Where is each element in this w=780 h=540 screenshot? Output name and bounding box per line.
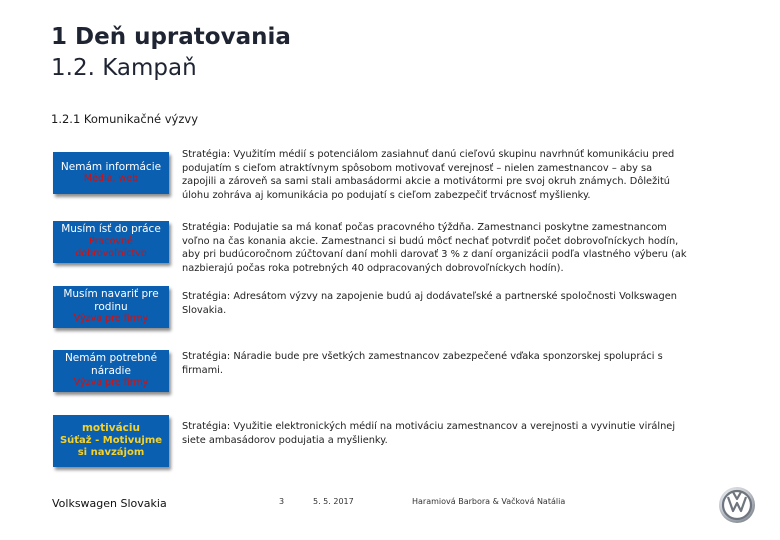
strategy-text-information: Stratégia: Využitím médií s potenciálom zasiahnuť danú cieľovú skupinu navrhnúť komunikáciu pred podujatím s cieľom atraktívnym spôsobom motivovať verejnosť – nielen zamestnancov – aby sa zapojili a zároveň sa sami stali ambasádormi akcie a motivátormi pre svoj okruh známych. Dôležitú úlohu zohráva aj komunikácia po podujatí s cieľom zabezpečiť trvácnosť myšlienky. (182, 149, 675, 201)
slide-title: 1 Deň upratovania (51, 24, 291, 50)
challenge-sublabel: Pracovné dobrovoľníctvo (75, 235, 147, 260)
vw-logo-icon (718, 486, 756, 524)
challenge-box-motivation (53, 415, 169, 467)
challenge-box-information (53, 152, 169, 194)
challenge-box-tools (53, 350, 169, 392)
strategy-text-work: Stratégia: Podujatie sa má konať počas pracovného týždňa. Zamestnanci poskytne zamestnancom voľno na čas konania akcie. Zamestnanci si budú môcť nechať potvrdiť počet dobrovoľníckych hodín, aby pri budúcoročnom zúčtovaní daní mohli darovať 3 % z daní organizácii podľa vlastného výberu (ak nazbierajú počas roka potrebných 40 odpracovaných dobrovoľníckych hodín). (182, 222, 687, 274)
footer-date: 5. 5. 2017 (313, 497, 354, 506)
challenge-box-family (53, 286, 169, 328)
strategy-text-family: Stratégia: Adresátom výzvy na zapojenie budú aj dodávateľské a partnerské spoločnosti Volkswagen Slovakia. (182, 291, 677, 316)
footer-authors: Haramiová Barbora & Vačková Natália (412, 497, 566, 506)
challenge-label: Musím navariť pre rodinu (63, 288, 159, 313)
challenge-label: motiváciu (81, 422, 140, 435)
footer-company-logo: Volkswagen Slovakia (52, 497, 167, 510)
page-number: 3 (279, 497, 285, 506)
challenge-box-work (53, 221, 169, 263)
challenge-label: Nemám informácie (60, 160, 162, 173)
challenge-sublabel: Médiá, web (83, 173, 139, 184)
challenge-label: Nemám potrebné náradie (64, 352, 158, 377)
section-heading: 1.2.1 Komunikačné výzvy (51, 112, 199, 126)
slide-subtitle: 1.2. Kampaň (51, 55, 197, 81)
challenge-sublabel: Výzva pre firmy (73, 313, 149, 325)
challenge-sublabel: Súťaž - Motivujme si navzájom (59, 434, 163, 459)
challenge-sublabel: Výzva pre firmy (73, 377, 149, 389)
challenge-label: Musím ísť do práce (61, 223, 161, 236)
strategy-text-motivation: Stratégia: Využitie elektronických médií na motiváciu zamestnancov a verejnosti a vyvinutie virálnej siete ambasádorov podujatia a myšlienky. (182, 421, 676, 446)
strategy-text-tools: Stratégia: Náradie bude pre všetkých zamestnancov zabezpečené vďaka sponzorskej spolupráci s firmami. (182, 351, 663, 376)
